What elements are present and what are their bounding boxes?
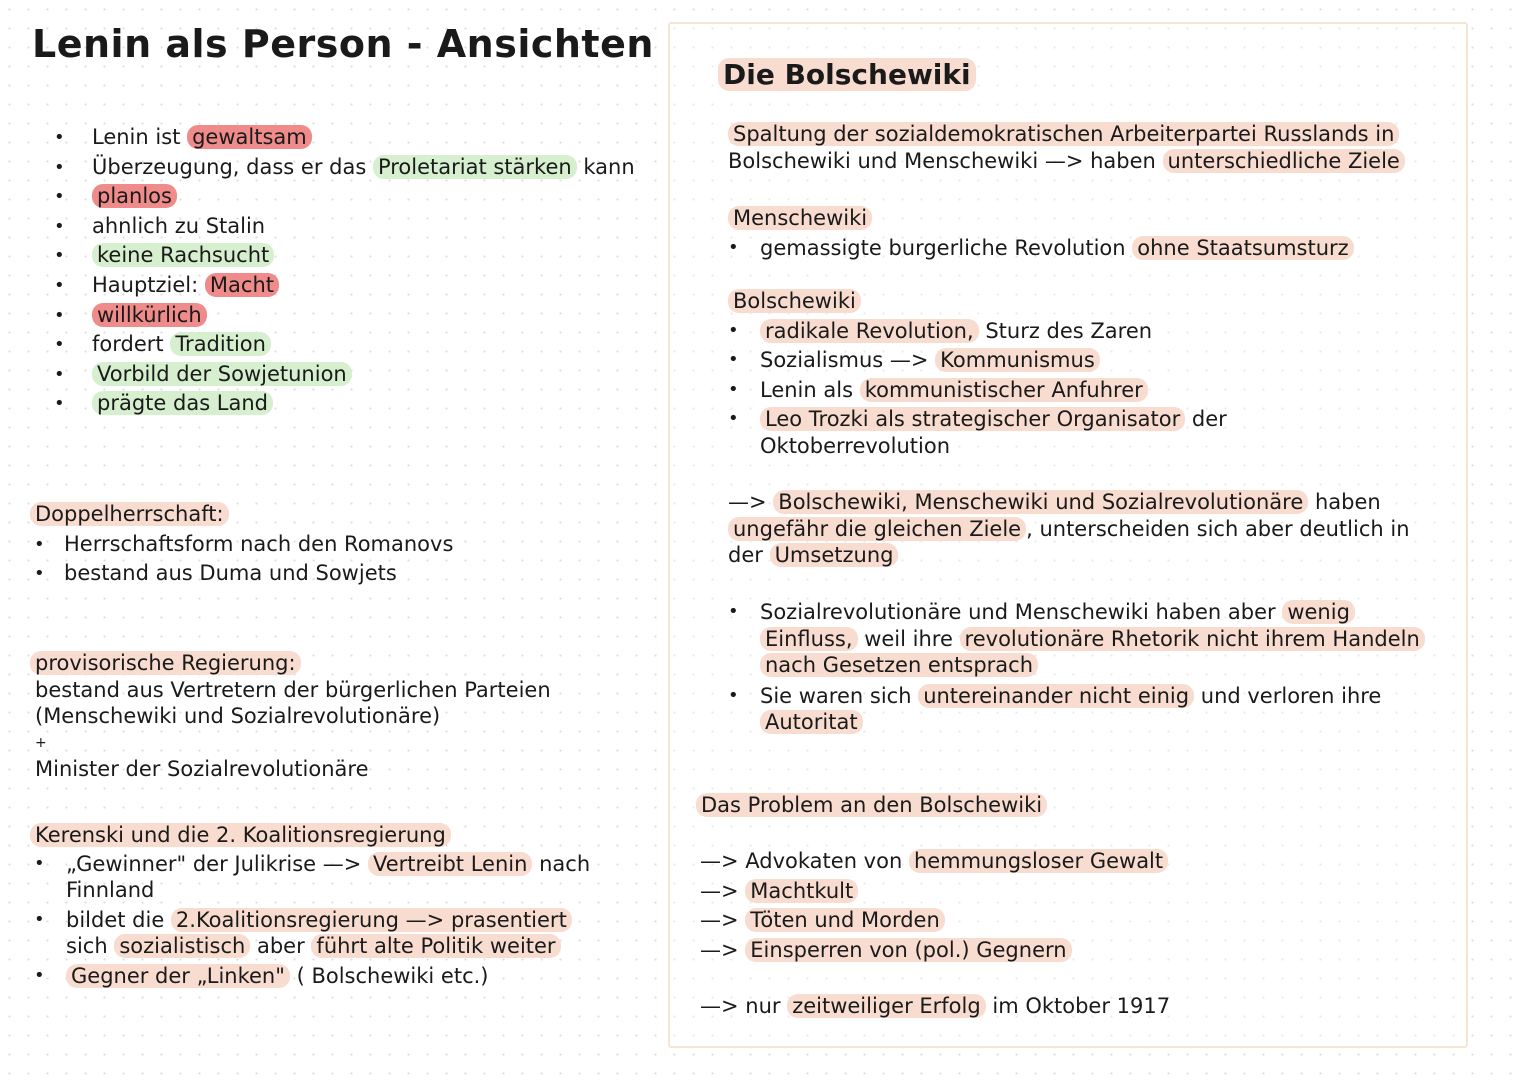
- list-item: • Gegner der „Linken" ( Bolschewiki etc.): [34, 963, 590, 990]
- list-item: • „Gewinner" der Julikrise —> Vertreibt Lenin nach Finnland: [34, 851, 590, 904]
- list-item: • Sozialrevolutionäre und Menschewiki haben aber wenig Einfluss, weil ihre revolutionäre Rhetorik nicht ihrem Handeln nach Gesetzen entsprach: [728, 599, 1425, 679]
- list-item: —> Einsperren von (pol.) Gegnern: [700, 936, 1170, 966]
- list-item: • Sie waren sich untereinander nicht einig und verloren ihre Autoritat: [728, 683, 1425, 736]
- list-item: • radikale Revolution, Sturz des Zaren: [728, 318, 1227, 345]
- section-heading: Menschewiki: [728, 206, 872, 230]
- panel-title: Die Bolschewiki: [718, 58, 976, 91]
- list-item: • willkürlich: [32, 301, 635, 331]
- list-item: • prägte das Land: [32, 389, 635, 419]
- list-item: • planlos: [32, 182, 635, 212]
- list-item: • Herrschaftsform nach den Romanovs: [34, 530, 453, 560]
- list-item: • ahnlich zu Stalin: [32, 212, 635, 242]
- lenin-traits-list: [32, 123, 635, 419]
- list-item: • Vorbild der Sowjetunion: [32, 360, 635, 390]
- section-heading: Bolschewiki: [728, 289, 861, 313]
- summary-paragraph: —> Bolschewiki, Menschewiki und Sozialrevolutionäre haben ungefähr die gleichen Ziele , unterscheiden sich aber deutlich in der Umsetzung: [728, 490, 1410, 567]
- section-heading: Doppelherrschaft:: [30, 502, 229, 526]
- list-item: • Lenin ist gewaltsam: [32, 123, 635, 153]
- intro-paragraph: Spaltung der sozialdemokratischen Arbeiterpartei Russlands in Bolschewiki und Menschewiki —> haben unterschiedliche Ziele: [728, 121, 1405, 174]
- bolschewiki-section: [728, 288, 1227, 459]
- provisorische-regierung-section: [30, 650, 551, 782]
- text-line: (Menschewiki und Sozialrevolutionäre): [35, 704, 441, 728]
- text-line: Minister der Sozialrevolutionäre: [35, 756, 369, 781]
- text-line: bestand aus Vertretern der bürgerlichen Parteien: [35, 677, 551, 702]
- list-item: • Lenin als kommunistischer Anfuhrer: [728, 377, 1227, 404]
- menschewiki-section: [728, 205, 1354, 261]
- list-item: • gemassigte burgerliche Revolution ohne Staatsumsturz: [728, 235, 1354, 262]
- influence-section: [728, 599, 1425, 736]
- list-item: —> Töten und Morden: [700, 906, 1170, 936]
- list-item: • bildet die 2.Koalitionsregierung —> prasentiert sich sozialistisch aber führt alte Politik weiter: [34, 907, 590, 960]
- list-item: • keine Rachsucht: [32, 241, 635, 271]
- page-title: Lenin als Person - Ansichten: [32, 22, 654, 66]
- list-item: • Überzeugung, dass er das Proletariat stärken kann: [32, 153, 635, 183]
- list-item: • Leo Trozki als strategischer Organisator der Oktoberrevolution: [728, 406, 1227, 459]
- list-item: • Sozialismus —> Kommunismus: [728, 347, 1227, 374]
- section-heading: Kerenski und die 2. Koalitionsregierung: [30, 823, 451, 847]
- problem-section: [696, 792, 1170, 1022]
- list-item: —> Machtkult: [700, 877, 1170, 907]
- plus-sign: +: [35, 734, 47, 751]
- list-item: • bestand aus Duma und Sowjets: [34, 559, 453, 589]
- list-item: • fordert Tradition: [32, 330, 635, 360]
- list-item: —> nur zeitweiliger Erfolg im Oktober 1917: [700, 993, 1171, 1018]
- list-item: —> Advokaten von hemmungsloser Gewalt: [700, 847, 1170, 877]
- list-item: • Hauptziel: Macht: [32, 271, 635, 301]
- doppelherrschaft-section: [30, 500, 453, 589]
- section-heading: Das Problem an den Bolschewiki: [696, 793, 1047, 817]
- kerenski-section: [30, 822, 590, 989]
- section-heading: provisorische Regierung:: [30, 651, 301, 675]
